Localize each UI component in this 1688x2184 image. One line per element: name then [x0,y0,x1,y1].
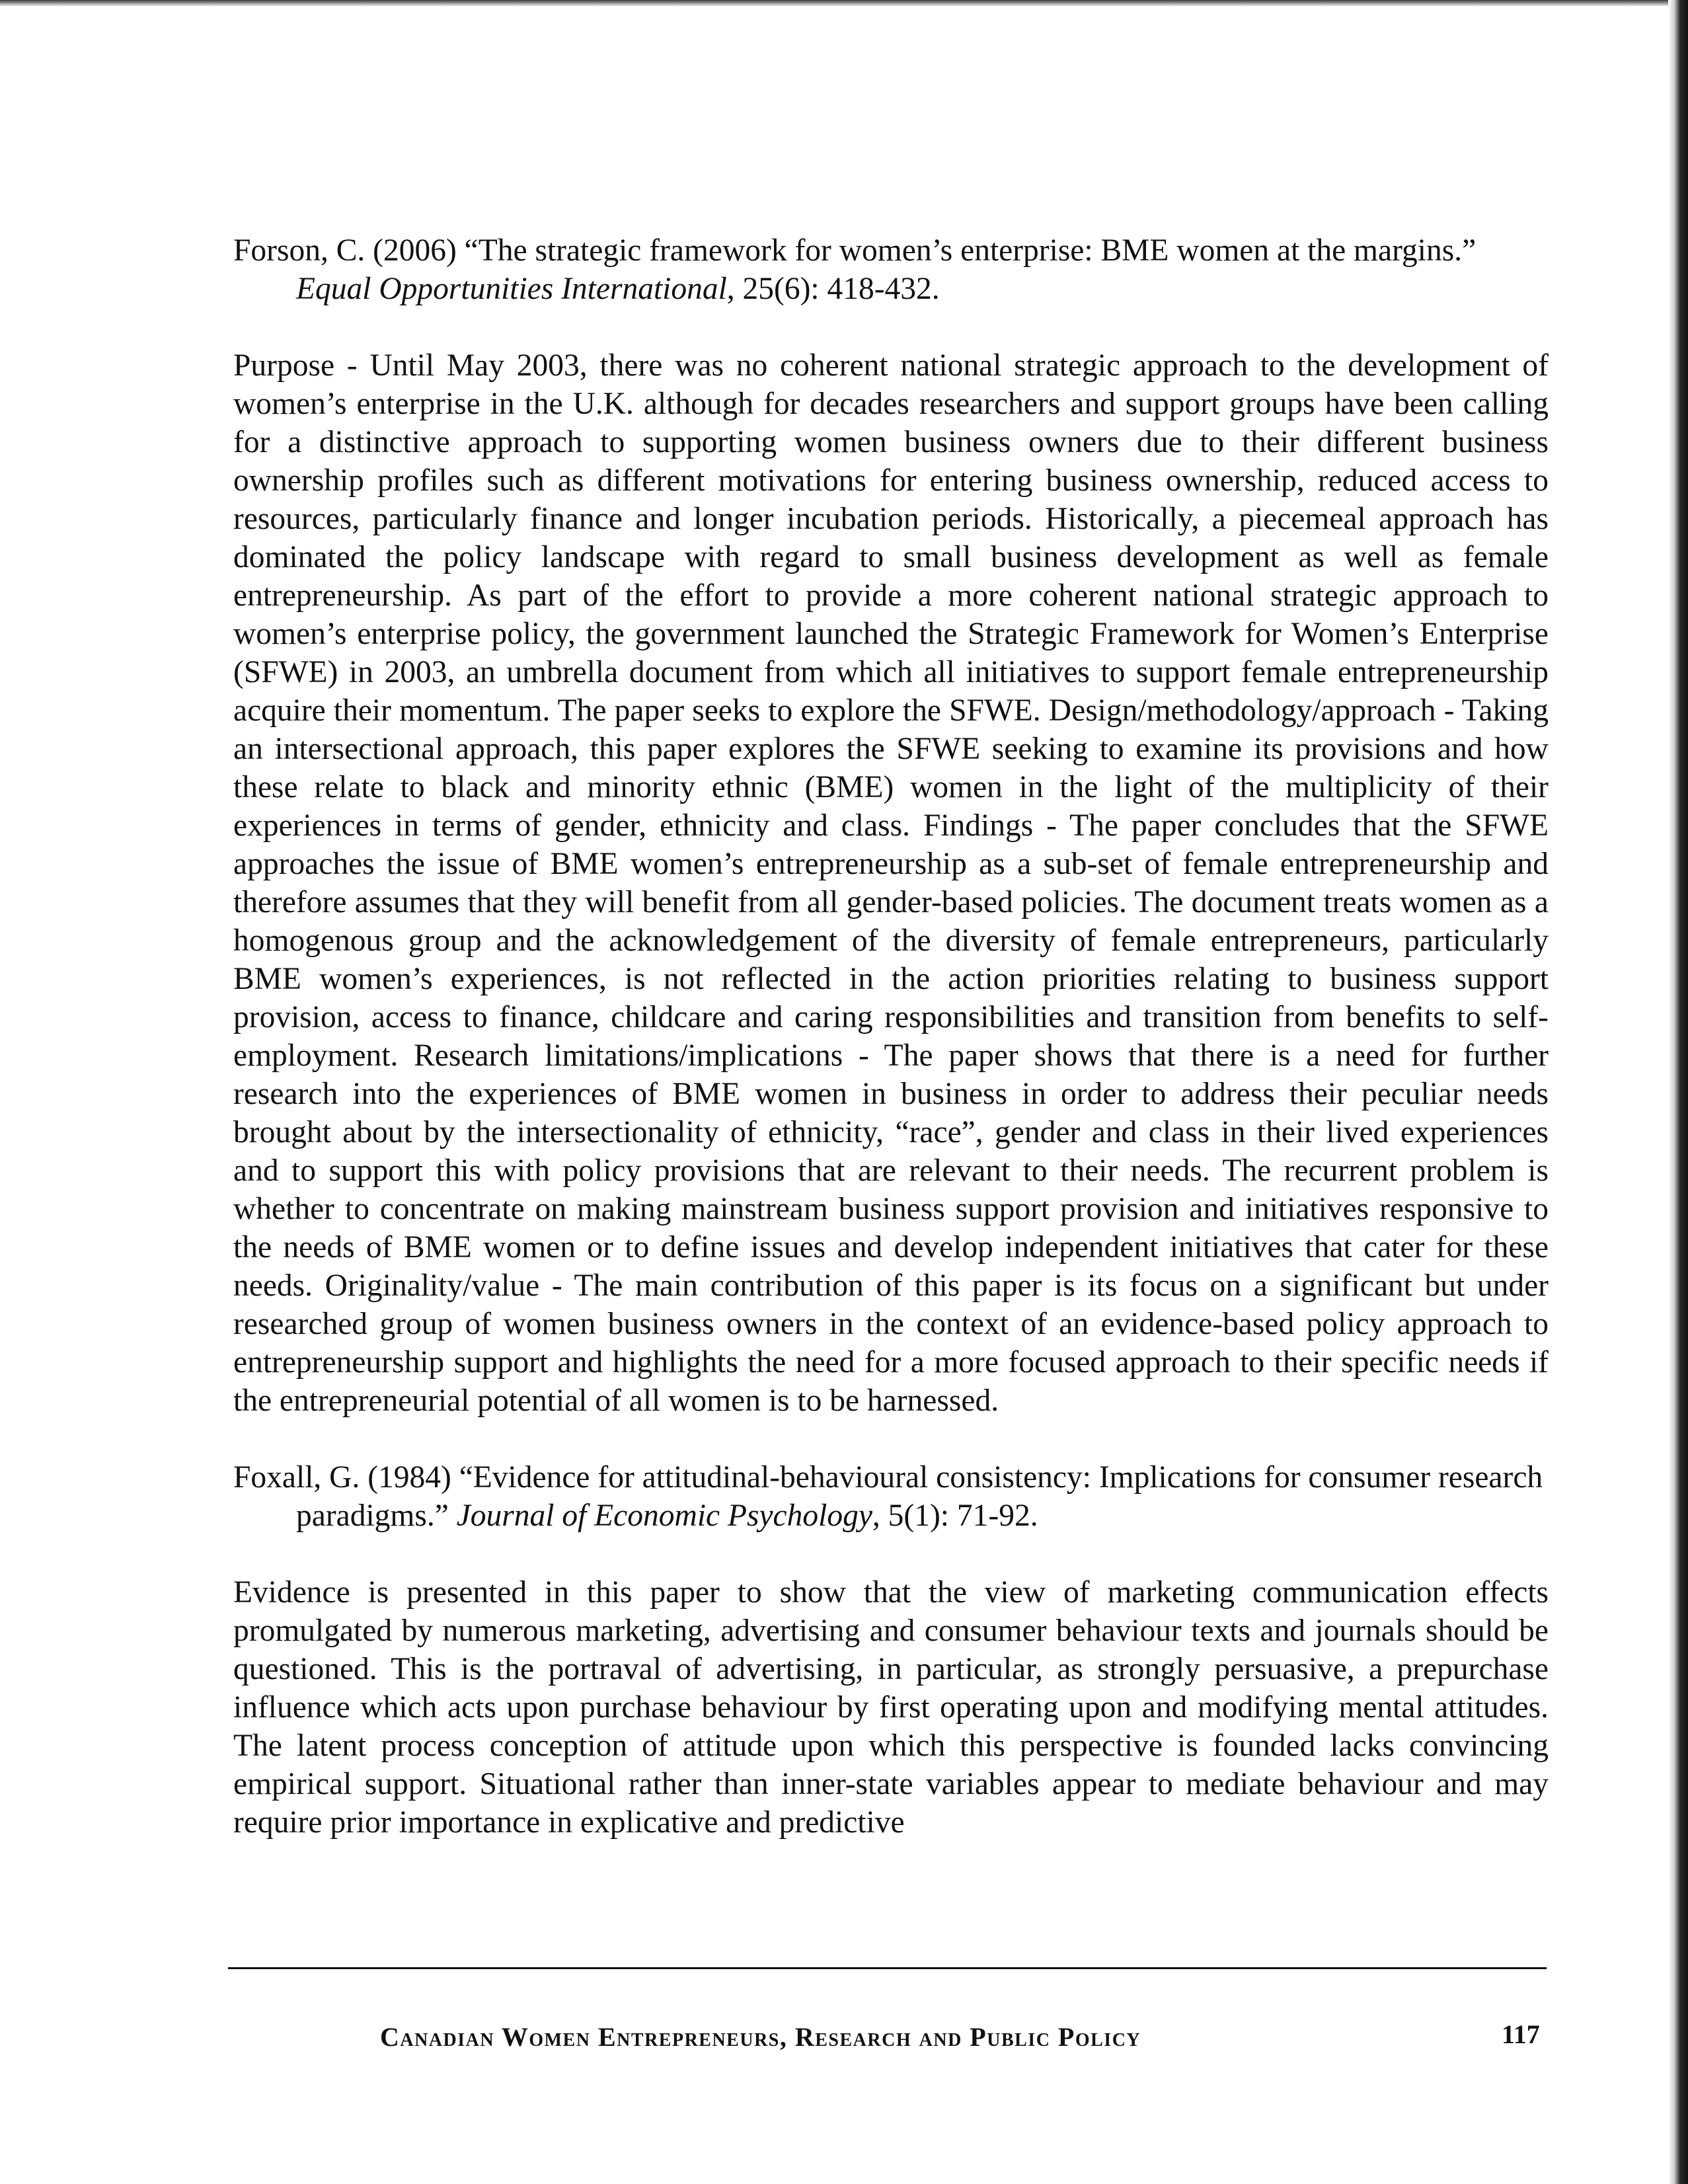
scan-right-edge [1668,0,1688,2184]
citation-text: Foxall, G. (1984) “Evidence for attitudinal-behavioural consistency: Implications for consumer research paradigms.” [233,1460,1543,1533]
scan-top-edge [0,0,1688,7]
running-footer-title: Canadian Women Entrepreneurs, Research and Public Policy [380,2022,1141,2052]
page-number: 117 [1502,2019,1540,2049]
footer-rule [228,1967,1547,1969]
reference-abstract-forson: Purpose - Until May 2003, there was no coherent national strategic approach to the development of women’s enterprise in the U.K. although for decades researchers and support groups have been calling for a distinctive approach to supporting women business owners due to their different business ownership profiles such as different motivations for entering business ownership, reduced access to resources, particularly finance and longer incubation periods. Historically, a piecemeal approach has dominated the policy landscape with regard to small business development as well as female entrepreneurship. As part of the effort to provide a more coherent national strategic approach to women’s enterprise policy, the government launched the Strategic Framework for Women’s Enterprise (SFWE) in 2003, an umbrella document from which all initiatives to support female entrepreneurship acquire their momentum. The paper seeks to explore the SFWE. Design/methodology/approach - Taking an intersectional approach, this paper explores the SFWE seeking to examine its provisions and how these relate to black and minority ethnic (BME) women in the light of the multiplicity of their experiences in terms of gender, ethnicity and class. Findings - The paper concludes that the SFWE approaches the issue of BME women’s entrepreneurship as a sub-set of female entrepreneurship and therefore assumes that they will benefit from all gender-based policies. The document treats women as a homogenous group and the acknowledgement of the diversity of female entrepreneurs, particularly BME women’s experiences, is not reflected in the action priorities relating to business support provision, access to finance, childcare and caring responsibilities and transition from benefits to self-employment. Research limitations/implications - The paper shows that there is a need for further research into the experiences of BME women in business in order to address their peculiar needs brought about by the intersectionality of ethnicity, “race”, gender and class in their lived experiences and to support this with policy provisions that are relevant to their needs. The recurrent problem is whether to concentrate on making mainstream business support provision and initiatives responsive to the needs of BME women or to define issues and develop independent initiatives that cater for these needs. Originality/value - The main contribution of this paper is its focus on a significant but under researched group of women business owners in the context of an evidence-based policy approach to entrepreneurship support and highlights the need for a more focused approach to their specific needs if the entrepreneurial potential of all women is to be harnessed. [233,348,1549,1418]
reference-abstract-foxall: Evidence is presented in this paper to show that the view of marketing communication effects promulgated by numerous marketing, advertising and consumer behaviour texts and journals should be questioned. This is the portraval of advertising, in particular, as strongly persuasive, a prepurchase influence which acts upon purchase behaviour by first operating upon and modifying mental attitudes. The latent process conception of attitude upon which this perspective is founded lacks convincing empirical support. Situational rather than inner-state variables appear to mediate behaviour and may require prior importance in explicative and predictive [233,1575,1549,1840]
journal-title: Equal Opportunities International [296,272,727,306]
citation-text: Forson, C. (2006) “The strategic framework for women’s enterprise: BME women at the margins.” [233,233,1477,268]
reference-citation-forson [233,231,1549,308]
citation-volume-pages: , 25(6): 418-432. [726,272,940,306]
journal-title: Journal of Economic Psychology [456,1499,872,1533]
citation-volume-pages: , 5(1): 71-92. [872,1499,1038,1533]
document-page [233,231,1549,1842]
reference-citation-foxall [233,1458,1549,1535]
